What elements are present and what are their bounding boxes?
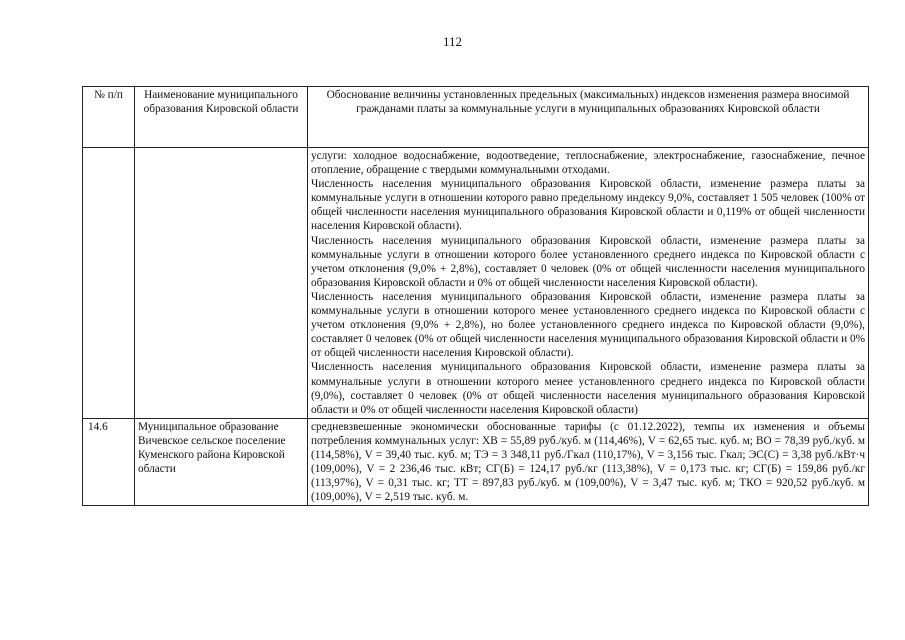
tariff-table [82, 86, 869, 506]
row-name-cell [135, 148, 308, 419]
row-text-cell [308, 148, 869, 419]
paragraph: Численность населения муниципального образования Кировской области, изменение размера платы за коммунальные услуги в отношении которого равно предельному индексу 9,0%, составляет 1 505 человек (100% от общей численности населения муниципального образования Кировской области и 0,119% от общей численности населения Кировской области). [311, 178, 865, 233]
table-row [83, 148, 869, 419]
row-number-cell [83, 148, 135, 419]
header-justification: Обоснование величины установленных предельных (максимальных) индексов изменения размера вносимой гражданами платы за коммунальные услуги в муниципальных образованиях Кировской области [308, 87, 869, 148]
page-number: 112 [442, 34, 463, 49]
paragraph: Численность населения муниципального образования Кировской области, изменение размера платы за коммунальные услуги в отношении которого менее установленного среднего индекса по Кировской области (9,0%), составляет 0 человек (0% от общей численности населения муниципального образования Кировской области и 0% от общей численности населения Кировской области) [311, 361, 865, 416]
paragraph: Численность населения муниципального образования Кировской области, изменение размера платы за коммунальные услуги в отношении которого менее установленного среднего индекса по Кировской области с учетом отклонения (9,0% + 2,8%), но более установленного среднего индекса по Кировской области (9,0%), составляет 0 человек (0% от общей численности населения муниципального образования Кировской области и 0% от общей численности населения Кировской области). [311, 290, 865, 360]
header-municipality-name: Наименование муниципального образования Кировской области [135, 87, 308, 148]
paragraph: услуги: холодное водоснабжение, водоотведение, теплоснабжение, электроснабжение, газоснабжение, печное отопление, обращение с твердыми коммунальными отходами. [311, 150, 865, 177]
table-row [83, 418, 869, 506]
row-number-cell: 14.6 [83, 418, 135, 506]
paragraph: Численность населения муниципального образования Кировской области, изменение размера платы за коммунальные услуги в отношении которого более установленного среднего индекса по Кировской области с учетом отклонения (9,0% + 2,8%), составляет 0 человек (0% от общей численности населения муниципального образования Кировской области и 0% от общей численности населения Кировской области). [311, 234, 865, 289]
row-name-cell: Муниципальное образование Вичевское сельское поселение Куменского района Кировской области [135, 418, 308, 506]
paragraph: средневзвешенные экономически обоснованные тарифы (с 01.12.2022), темпы их изменения и объемы потребления коммунальных услуг: ХВ = 55,89 руб./куб. м (114,46%), V = 62,65 тыс. куб. м; ВО = 78,39 руб./куб. м (114,58%), V = 39,40 тыс. куб. м; ТЭ = 3 348,11 руб./Гкал (110,17%), V = 3,156 тыс. Гкал; ЭС(С) = 3,38 руб./кВт·ч (109,00%), V = 2 236,46 тыс. кВт; СГ(Б) = 124,17 руб./кг (113,38%), V = 0,173 тыс. кг; СГ(Б) = 159,86 руб./кг (113,97%), V = 0,31 тыс. кг; ТТ = 897,83 руб./куб. м (109,00%), V = 3,47 тыс. куб. м; ТКО = 920,52 руб./куб. м (109,00%), V = 2,519 тыс. куб. м. [311, 420, 865, 504]
row-text-cell [308, 418, 869, 506]
table-header-row [83, 87, 869, 148]
header-number: № п/п [83, 87, 135, 148]
